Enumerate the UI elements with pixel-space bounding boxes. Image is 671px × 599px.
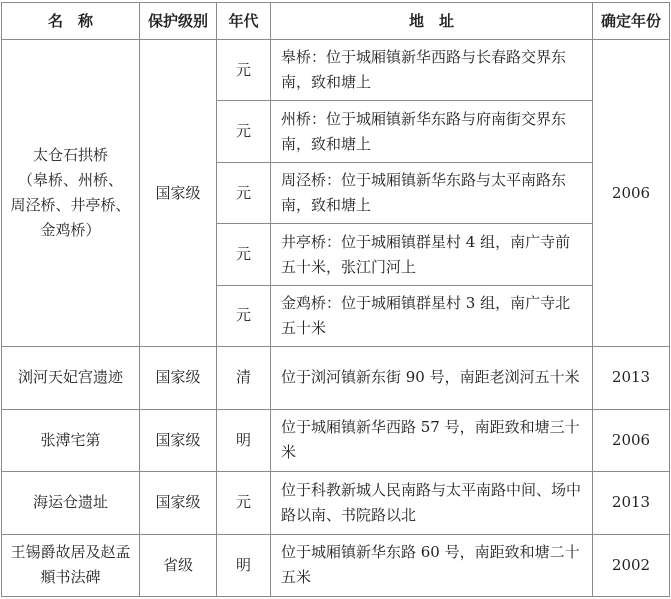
era-cell: 明 bbox=[217, 409, 271, 471]
era-cell: 元 bbox=[217, 224, 271, 285]
group-name-line: （皋桥、州桥、 bbox=[17, 171, 123, 190]
address-cell: 位于浏河镇新东街 90 号，南距老浏河五十米 bbox=[271, 347, 593, 409]
header-era: 年代 bbox=[217, 3, 271, 40]
address-cell: 皋桥：位于城厢镇新华西路与长春路交界东南，致和塘上 bbox=[271, 40, 593, 101]
header-address: 地 址 bbox=[271, 3, 593, 40]
level-cell: 国家级 bbox=[140, 409, 217, 471]
year-cell: 2006 bbox=[593, 409, 670, 471]
era-cell: 元 bbox=[217, 162, 271, 223]
table-row bbox=[2, 534, 670, 597]
address-cell: 金鸡桥：位于城厢镇群星村 3 组，南广寺北五十米 bbox=[271, 285, 593, 346]
group-name-line: 金鸡桥） bbox=[40, 221, 101, 240]
address-cell: 位于城厢镇新华东路 60 号，南距致和塘二十五米 bbox=[271, 534, 593, 597]
year-cell: 2002 bbox=[593, 534, 670, 597]
group-name-line: 周泾桥、井亭桥、 bbox=[10, 196, 131, 215]
address-cell: 位于科教新城人民南路与太平南路中间、场中路以南、书院路以北 bbox=[271, 472, 593, 534]
year-cell: 2013 bbox=[593, 472, 670, 534]
group-name-line: 太仓石拱桥 bbox=[32, 146, 108, 165]
level-cell: 国家级 bbox=[140, 472, 217, 534]
header-level: 保护级别 bbox=[140, 3, 217, 40]
table-row bbox=[2, 347, 670, 409]
table-row bbox=[2, 472, 670, 534]
era-cell: 元 bbox=[217, 472, 271, 534]
table-row bbox=[2, 409, 670, 471]
name-cell: 海运仓遗址 bbox=[2, 472, 140, 534]
name-cell: 张溥宅第 bbox=[2, 409, 140, 471]
table-row bbox=[2, 40, 670, 101]
name-cell: 浏河天妃宫遗迹 bbox=[2, 347, 140, 409]
era-cell: 元 bbox=[217, 101, 271, 162]
address-cell: 州桥：位于城厢镇新华东路与府南街交界东南，致和塘上 bbox=[271, 101, 593, 162]
level-cell: 省级 bbox=[140, 534, 217, 597]
header-year: 确定年份 bbox=[593, 3, 670, 40]
era-cell: 清 bbox=[217, 347, 271, 409]
era-cell: 明 bbox=[217, 534, 271, 597]
heritage-sites-table bbox=[1, 2, 670, 597]
address-cell: 井亭桥：位于城厢镇群星村 4 组，南广寺前五十米，张江门河上 bbox=[271, 224, 593, 285]
era-cell: 元 bbox=[217, 285, 271, 346]
group-level-cell: 国家级 bbox=[140, 40, 217, 347]
level-cell: 国家级 bbox=[140, 347, 217, 409]
year-cell: 2013 bbox=[593, 347, 670, 409]
address-cell: 位于城厢镇新华西路 57 号，南距致和塘三十米 bbox=[271, 409, 593, 471]
table-header-row bbox=[2, 3, 670, 40]
era-cell: 元 bbox=[217, 40, 271, 101]
header-name: 名 称 bbox=[2, 3, 140, 40]
name-cell: 王锡爵故居及赵孟頫书法碑 bbox=[2, 534, 140, 597]
address-cell: 周泾桥：位于城厢镇新华东路与太平南路东南，致和塘上 bbox=[271, 162, 593, 223]
group-year-cell: 2006 bbox=[593, 40, 670, 347]
group-name-cell bbox=[2, 40, 140, 347]
